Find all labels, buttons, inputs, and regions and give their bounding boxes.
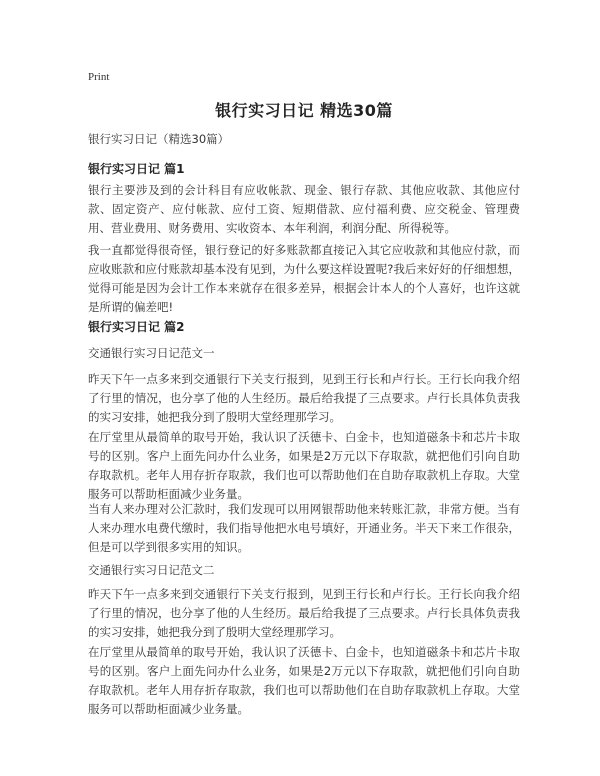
paragraph: 我一直都觉得很奇怪，银行登记的好多账款都直接记入其它应收款和其他应付款，而应收账款和应付账款却基本没有见到，为什么要这样设置呢?我后来好好的仔细想想，觉得可能是因为会计工作本来就存在很多差异，根据会计本人的个人喜好，也许这就是所谓的偏差吧! xyxy=(88,243,520,314)
paragraph: 在厅堂里从最简单的取号开始，我认识了沃德卡、白金卡，也知道磁条卡和芯片卡取号的区别。客户上面先问办什么业务，如果是2万元以下存取款，就把他们引向自助存取款机。老年人用存折存取款，我们也可以帮助他们在自助存取款机上存取。大堂服务可以帮助柜面减少业务量。 xyxy=(88,430,520,501)
paragraph: 当有人来办理对公汇款时，我们发现可以用网银帮助他来转账汇款，非常方便。当有人来办理水电费代缴时，我们指导他把水电号填好，开通业务。半天下来工作很杂，但是可以学到很多实用的知识。 xyxy=(88,502,520,554)
print-link[interactable]: Print xyxy=(88,71,110,83)
paragraph: 昨天下午一点多来到交通银行下关支行报到，见到王行长和卢行长。王行长向我介绍了行里的情况，也分享了他的人生经历。最后给我提了三点要求。卢行长具体负责我的实习安排，她把我分到了殷明大堂经理那学习。 xyxy=(88,372,520,424)
sample-title-1: 交通银行实习日记范文一 xyxy=(88,346,215,360)
section-heading-2: 银行实习日记 篇2 xyxy=(88,320,185,334)
page-title: 银行实习日记 精选30篇 xyxy=(215,101,393,120)
sample-title-2: 交通银行实习日记范文二 xyxy=(88,563,215,577)
section-heading-1: 银行实习日记 篇1 xyxy=(88,162,185,176)
paragraph: 昨天下午一点多来到交通银行下关支行报到，见到王行长和卢行长。王行长向我介绍了行里的情况，也分享了他的人生经历。最后给我提了三点要求。卢行长具体负责我的实习安排，她把我分到了殷明大堂经理那学习。 xyxy=(88,587,520,639)
document-subtitle: 银行实习日记（精选30篇） xyxy=(88,132,230,146)
paragraph: 银行主要涉及到的会计科目有应收帐款、现金、银行存款、其他应收款、其他应付款、固定资产、应付帐款、应付工资、短期借款、应付福利费、应交税金、管理费用、营业费用、财务费用、实收资本、本年利润，利润分配、所得税等。 xyxy=(88,183,520,235)
paragraph: 在厅堂里从最简单的取号开始，我认识了沃德卡、白金卡，也知道磁条卡和芯片卡取号的区别。客户上面先问办什么业务，如果是2万元以下存取款，就把他们引向自助存取款机。老年人用存折存取款，我们也可以帮助他们在自助存取款机上存取。大堂服务可以帮助柜面减少业务量。 xyxy=(88,645,520,716)
